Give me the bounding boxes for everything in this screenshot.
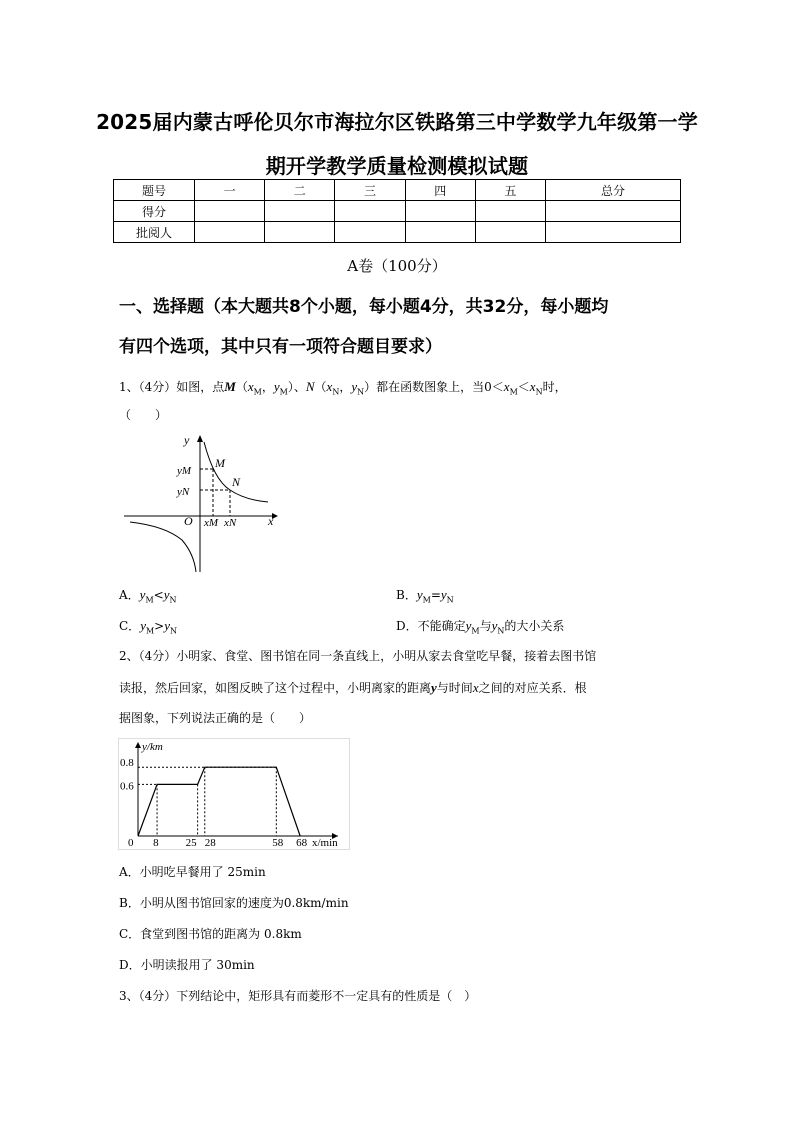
q1-option-a: A．$y_M<y_N$ bbox=[119, 587, 177, 605]
score-table-cell: 四 bbox=[405, 180, 475, 201]
score-table-cell: 题号 bbox=[114, 180, 195, 201]
x-tick-label: 8 bbox=[153, 837, 159, 849]
q1-option-b: B．$y_M=y_N$ bbox=[396, 587, 454, 605]
score-table bbox=[113, 179, 681, 243]
score-table-header-row bbox=[114, 180, 681, 201]
point-m-label: M bbox=[215, 456, 225, 470]
x-axis-label: x/min bbox=[312, 837, 338, 849]
curve-branch-2 bbox=[130, 522, 196, 572]
section-a-heading: A卷（100分） bbox=[347, 257, 447, 275]
title-line-1: 2025届内蒙古呼伦贝尔市海拉尔区铁路第三中学数学九年级第一学 bbox=[96, 110, 698, 134]
q3-stem: 3、（4分）下列结论中，矩形具有而菱形不一定具有的性质是（ ） bbox=[119, 989, 477, 1003]
q2-option-b: B．小明从图书馆回家的速度为0.8km/min bbox=[119, 896, 349, 910]
score-table-row bbox=[114, 201, 681, 222]
part1-heading-2: 有四个选项，其中只有一项符合题目要求） bbox=[119, 337, 442, 357]
q2-option-a: A．小明吃早餐用了 25min bbox=[119, 865, 266, 879]
score-table-cell: 二 bbox=[265, 180, 335, 201]
axis-label-y: y bbox=[184, 433, 190, 447]
score-table-row bbox=[114, 222, 681, 243]
q2-distance-time-chart bbox=[118, 738, 350, 850]
q1-text: 1、（4分）如图，点 bbox=[119, 380, 225, 394]
x-tick-label: 68 bbox=[296, 837, 308, 849]
series-line bbox=[138, 767, 300, 836]
score-table-cell: 五 bbox=[475, 180, 545, 201]
x-m-label: xM bbox=[204, 517, 219, 529]
title-line-2: 期开学教学质量检测模拟试题 bbox=[265, 154, 529, 178]
q2-stem-2: 读报，然后回家，如图反映了这个过程中，小明离家的距离y与时间x之间的对应关系．根 bbox=[119, 680, 587, 695]
score-table-cell: 一 bbox=[195, 180, 265, 201]
q1-graph bbox=[120, 430, 280, 575]
curve-branch-1 bbox=[204, 442, 268, 502]
part1-heading-1: 一、选择题（本大题共8个小题，每小题4分，共32分，每小题均 bbox=[119, 297, 609, 317]
score-table-cell: 批阅人 bbox=[114, 222, 195, 243]
q1-paren: （ ） bbox=[119, 408, 168, 422]
axis-label-x: x bbox=[268, 514, 274, 528]
q2-option-d: D．小明读报用了 30min bbox=[119, 958, 255, 972]
score-table-cell: 总分 bbox=[546, 180, 681, 201]
x-tick-label: 28 bbox=[204, 837, 216, 849]
score-table-cell: 三 bbox=[335, 180, 405, 201]
q1-option-d: D．不能确定$y_M$与$y_N$的大小关系 bbox=[396, 618, 565, 636]
y-tick-label: 0.8 bbox=[120, 757, 134, 770]
x-n-label: xN bbox=[224, 517, 237, 529]
q1-option-c: C．$y_M>y_N$ bbox=[119, 618, 178, 636]
q2-option-c: C．食堂到图书馆的距离为 0.8km bbox=[119, 927, 302, 941]
y-axis-arrow bbox=[197, 435, 203, 442]
q1-text: 都在函数图象上，当0＜ bbox=[376, 380, 504, 394]
q2-stem-1: 2、（4分）小明家、食堂、图书馆在同一条直线上，小明从家去食堂吃早餐，接着去图书馆 bbox=[119, 649, 597, 663]
y-n-label: yN bbox=[177, 486, 190, 498]
y-tick-label: 0.6 bbox=[120, 780, 134, 793]
origin-label: O bbox=[184, 514, 193, 528]
y-axis-label: y/km bbox=[142, 741, 163, 753]
point-n-label: N bbox=[232, 475, 241, 489]
y-axis-arrow bbox=[135, 742, 141, 748]
x-tick-label: 58 bbox=[272, 837, 284, 849]
x-tick-label: 25 bbox=[185, 837, 197, 849]
q2-stem-3: 据图象，下列说法正确的是（ ） bbox=[119, 711, 312, 725]
score-table-cell: 得分 bbox=[114, 201, 195, 222]
q1-stem: 1、（4分）如图，点$M(x_M$，$y_M$）、$N(x_N$，$y_N$）都在函数图象上，当$0<x_M<x_N$时， bbox=[119, 379, 567, 397]
x-tick-label: 0 bbox=[128, 837, 134, 849]
y-m-label: yM bbox=[177, 465, 192, 477]
